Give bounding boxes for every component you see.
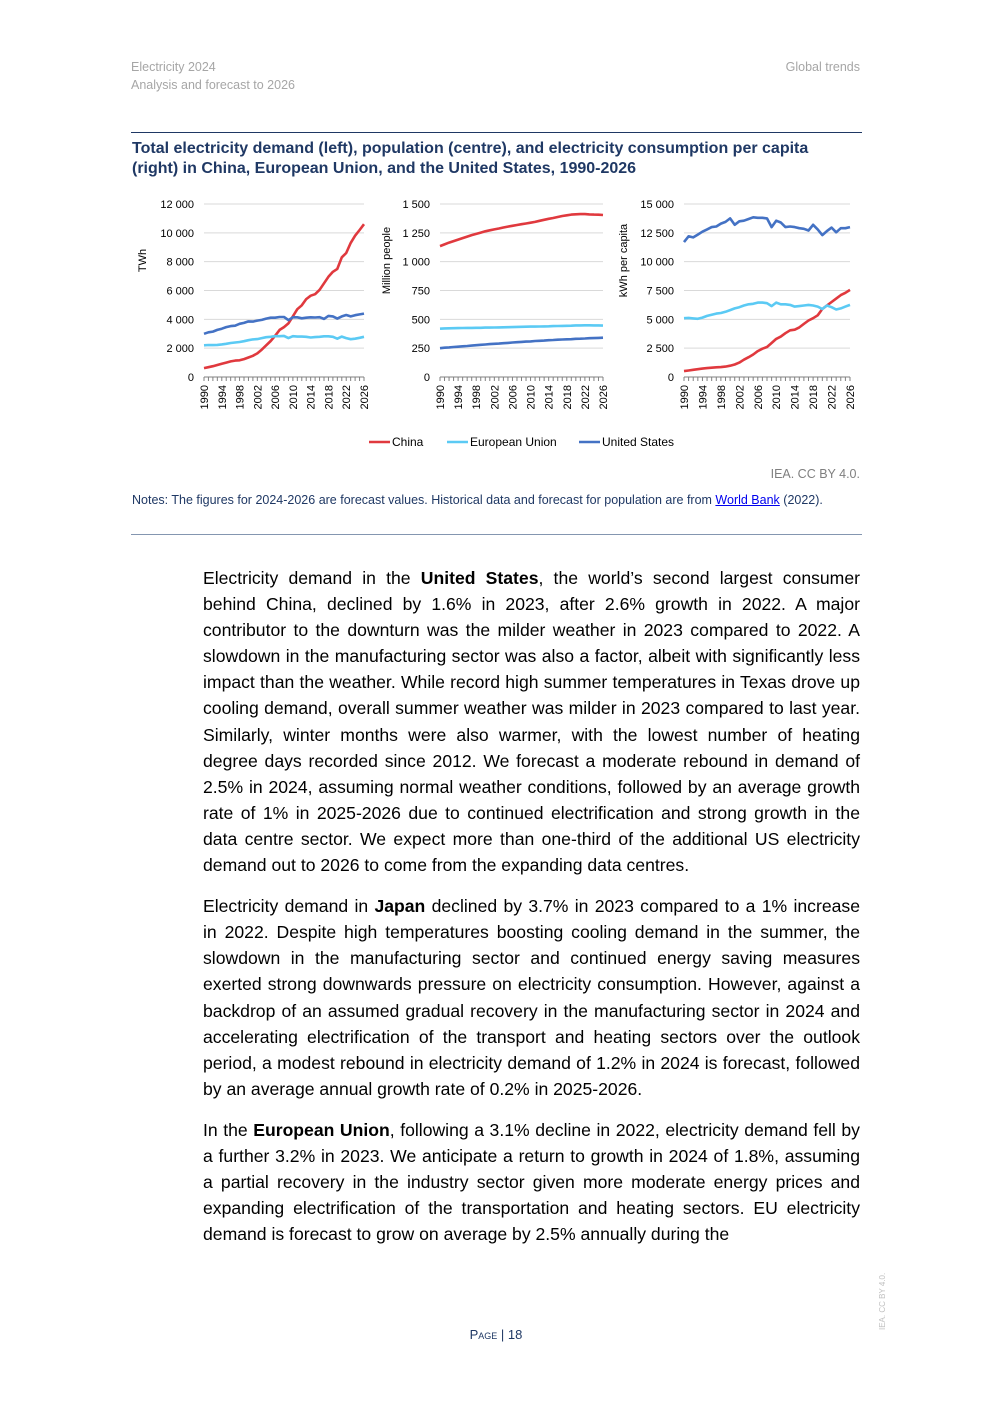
x-tick-label: 2022 (826, 385, 839, 410)
x-tick-label: 2006 (507, 385, 520, 410)
paragraph-eu-bold: European Union (253, 1119, 390, 1140)
figure-notes (132, 492, 852, 508)
x-tick-label: 2018 (323, 385, 336, 410)
series-line-european-union (684, 303, 850, 319)
x-tick-label: 2014 (305, 385, 318, 410)
paragraph-japan-body: declined by 3.7% in 2023 compared to a 1% increase in 2022. Despite high temperatures boosting cooling demand in the summer, the slowdown in the manufacturing sector and continued energy saving measures exerted strong downwards pressure on electricity consumption. However, against a backdrop of an assumed gradual recovery in the manufacturing sector in 2024 and accelerating electrification of the transport and heating sectors over the outlook period, a modest rebound in electricity demand of 1.2% in 2024 is forecast, followed by an average annual growth rate of 0.2% in 2025-2026. (203, 896, 860, 1099)
series-line-european-union (204, 336, 364, 345)
legend-label: European Union (470, 435, 557, 449)
x-tick-label: 2010 (771, 385, 784, 410)
x-tick-label: 2018 (808, 385, 821, 410)
figure-bottom-rule (131, 534, 862, 535)
y-tick-label: 0 (423, 372, 430, 384)
y-tick-label: 0 (667, 372, 674, 384)
paragraph-us-lead: Electricity demand in the (203, 568, 421, 588)
y-tick-label: 10 000 (640, 256, 674, 269)
figure-charts (0, 0, 992, 470)
y-tick-label: 2 000 (166, 343, 194, 356)
x-tick-label: 2006 (752, 385, 765, 410)
page-word: Page (469, 1327, 498, 1342)
series-line-china (440, 214, 603, 246)
x-tick-label: 2002 (252, 385, 265, 410)
series-line-united-states (204, 314, 364, 334)
paragraph-japan-lead: Electricity demand in (203, 896, 375, 917)
paragraph-us-body: , the world’s second largest consumer behind China, declined by 1.6% in 2023, after 2.6% growth in 2022. A major contributor to the downturn was the milder weather in 2023 compared to 2022. A slowdown in the manufacturing sector was also a factor, albeit with significantly less impact than the weather. While record high summer temperatures in Texas drove up cooling demand, overall summer weather was milder in 2023 compared to last year. Similarly, winter months were also warmer, with the lowest number of heating degree days recorded since 2012. We forecast a moderate rebound in demand of 2.5% in 2024, assuming normal weather conditions, followed by an average growth rate of 1% in 2025-2026 due to continued electrification and strong growth in the data centre sector. We expect more than one-third of the additional US electricity demand out to 2026 to come from the expanding data centres. (203, 568, 860, 876)
notes-prefix: Notes: The figures for 2024-2026 are forecast values. Historical data and forecast for population are from (132, 493, 716, 507)
side-watermark: IEA. CC BY 4.0. (878, 1272, 887, 1330)
figure-title: Total electricity demand (left), population (centre), and electricity consumption per capita (right) in China, European Union, and the United States, 1990-2026 (132, 140, 809, 177)
paragraph-japan-bold: Japan (374, 896, 426, 917)
x-tick-label: 1998 (715, 385, 728, 410)
y-tick-label: 1 500 (402, 199, 430, 211)
x-tick-label: 1998 (471, 385, 484, 410)
notes-suffix: (2022). (779, 493, 823, 507)
series-line-european-union (440, 325, 603, 328)
y-tick-label: 1 000 (402, 256, 430, 269)
x-tick-label: 2018 (561, 385, 574, 410)
x-tick-label: 2026 (359, 385, 371, 410)
paragraph-us (203, 565, 860, 878)
x-tick-label: 1994 (453, 385, 466, 410)
y-tick-label: 500 (411, 314, 430, 327)
x-tick-label: 2002 (734, 385, 747, 410)
y-tick-label: 10 000 (160, 227, 194, 240)
legend-label: United States (602, 435, 675, 449)
x-tick-label: 2022 (341, 385, 354, 410)
series-line-china (204, 224, 364, 368)
y-tick-label: 12 000 (160, 199, 194, 211)
y-axis-label: TWh (137, 248, 149, 273)
report-title: Electricity 2024 (131, 60, 216, 74)
x-tick-label: 1998 (234, 385, 247, 410)
y-tick-label: 12 500 (640, 227, 674, 240)
y-tick-label: 250 (411, 343, 430, 356)
x-tick-label: 2022 (579, 385, 592, 410)
running-header-right: Global trends (785, 60, 860, 74)
report-subtitle: Analysis and forecast to 2026 (131, 78, 295, 92)
y-axis-label: kWh per capita (618, 223, 630, 298)
x-tick-label: 1994 (697, 385, 710, 410)
x-tick-label: 2002 (489, 385, 502, 410)
x-tick-label: 1994 (216, 385, 229, 410)
series-line-united-states (684, 217, 850, 242)
y-tick-label: 0 (187, 372, 194, 384)
y-tick-label: 6 000 (166, 285, 194, 298)
x-tick-label: 2014 (789, 385, 802, 410)
x-tick-label: 2006 (270, 385, 283, 410)
y-tick-label: 4 000 (166, 314, 194, 327)
x-tick-label: 2026 (598, 385, 610, 410)
legend-label: China (392, 435, 424, 449)
page-sep: | (497, 1327, 508, 1342)
y-axis-label: Million people (381, 226, 393, 295)
y-tick-label: 7 500 (646, 285, 674, 298)
x-tick-label: 2026 (845, 385, 857, 410)
y-tick-label: 15 000 (640, 199, 674, 211)
x-tick-label: 2010 (525, 385, 538, 410)
x-tick-label: 2010 (287, 385, 300, 410)
paragraph-eu (203, 1117, 860, 1247)
y-tick-label: 5 000 (646, 314, 674, 327)
x-tick-label: 1990 (435, 385, 447, 410)
series-line-united-states (440, 338, 603, 349)
body-text (203, 565, 860, 1262)
x-tick-label: 1990 (199, 385, 211, 410)
paragraph-eu-body: , following a 3.1% decline in 2022, electricity demand fell by a further 3.2% in 2023. We anticipate a return to growth in 2024 of 1.8%, assuming a partial recovery in the industry sector given more moderate energy prices and expanding electrification of the transportation and heating sectors. EU electricity demand is forecast to grow on average by 2.5% annually during the (203, 1119, 860, 1245)
page-number: 18 (507, 1327, 523, 1342)
y-tick-label: 2 500 (646, 343, 674, 356)
x-tick-label: 2014 (543, 385, 556, 410)
paragraph-us-bold: United States (420, 568, 539, 588)
y-tick-label: 8 000 (166, 256, 194, 269)
x-tick-label: 1990 (679, 385, 691, 410)
page-footer (0, 1327, 992, 1342)
paragraph-japan (203, 893, 860, 1102)
world-bank-link[interactable]: World Bank (715, 493, 780, 507)
figure-credit: IEA. CC BY 4.0. (770, 467, 860, 481)
y-tick-label: 1 250 (402, 227, 430, 240)
paragraph-eu-lead: In the (203, 1119, 254, 1140)
y-tick-label: 750 (411, 285, 430, 298)
